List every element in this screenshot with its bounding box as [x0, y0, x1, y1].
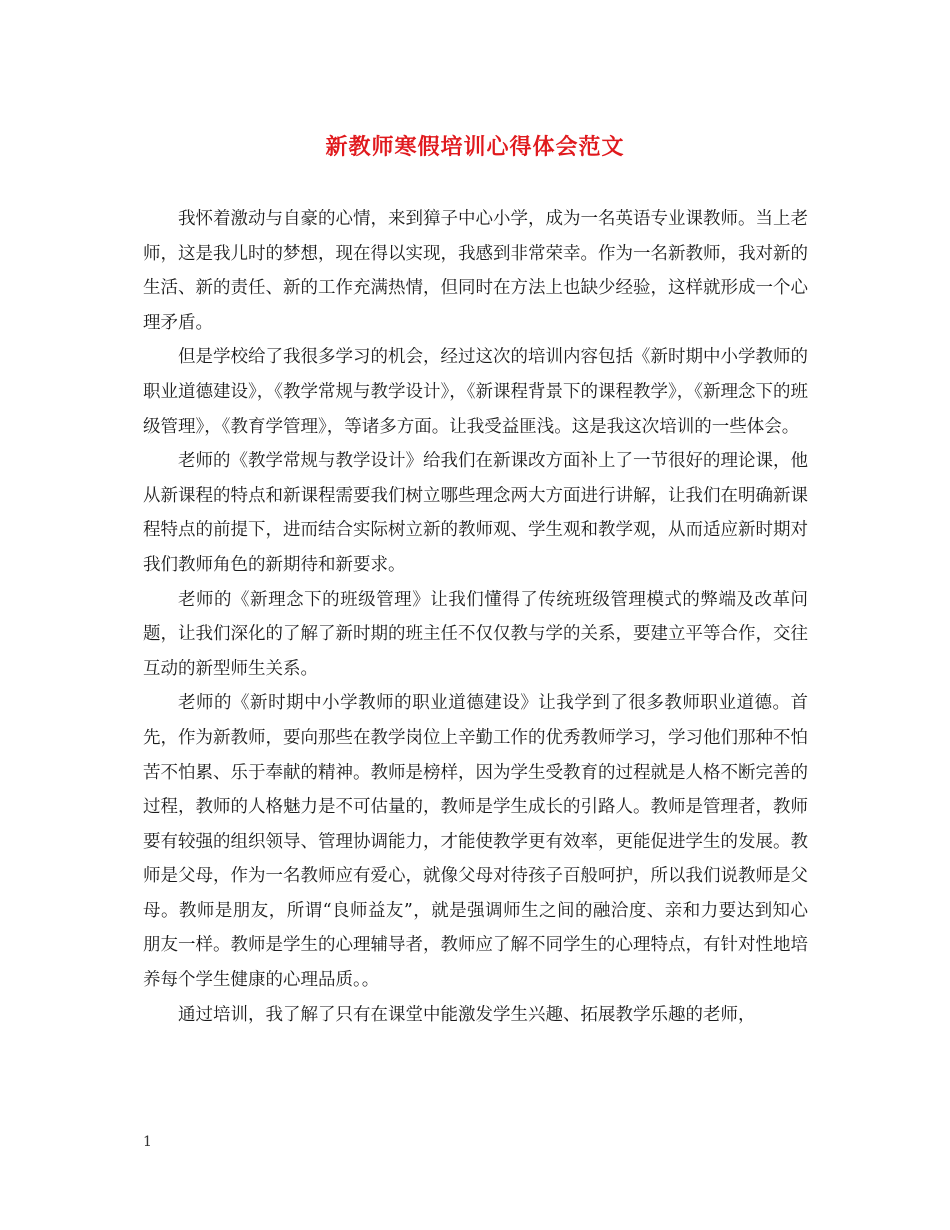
paragraph-4: 老师的《新理念下的班级管理》让我们懂得了传统班级管理模式的弊端及改革问题，让我们深化的了解了新时期的班主任不仅仅教与学的关系，要建立平等合作，交往互动的新型师生关系。: [143, 589, 808, 679]
document-body: [143, 202, 808, 1032]
document-title: 新教师寒假培训心得体会范文: [325, 134, 625, 160]
page-number: 1: [143, 1134, 152, 1150]
paragraph-3: 老师的《教学常规与教学设计》给我们在新课改方面补上了一节很好的理论课，他从新课程的特点和新课程需要我们树立哪些理念两大方面进行讲解，让我们在明确新课程特点的前提下，进而结合实际树立新的教师观、学生观和教学观，从而适应新时期对我们教师角色的新期待和新要求。: [143, 451, 808, 575]
paragraph-6: 通过培训，我了解了只有在课堂中能激发学生兴趣、拓展教学乐趣的老师，: [178, 1004, 756, 1025]
paragraph-1: 我怀着激动与自豪的心情，来到獐子中心小学，成为一名英语专业课教师。当上老师，这是我儿时的梦想，现在得以实现，我感到非常荣幸。作为一名新教师，我对新的生活、新的责任、新的工作充满热情，但同时在方法上也缺少经验，这样就形成一个心理矛盾。: [143, 209, 808, 333]
paragraph-5: 老师的《新时期中小学教师的职业道德建设》让我学到了很多教师职业道德。首先，作为新教师，要向那些在教学岗位上辛勤工作的优秀教师学习，学习他们那种不怕苦不怕累、乐于奉献的精神。教师是榜样，因为学生受教育的过程就是人格不断完善的过程，教师的人格魅力是不可估量的，教师是学生成长的引路人。教师是管理者，教师要有较强的组织领导、管理协调能力，才能使教学更有效率，更能促进学生的发展。教师是父母，作为一名教师应有爱心，就像父母对待孩子百般呵护，所以我们说教师是父母。教师是朋友，所谓“良师益友”，就是强调师生之间的融洽度、亲和力要达到知心朋友一样。教师是学生的心理辅导者，教师应了解不同学生的心理特点，有针对性地培养每个学生健康的心理品质。。: [143, 693, 808, 991]
paragraph-2: 但是学校给了我很多学习的机会，经过这次的培训内容包括《新时期中小学教师的职业道德建设》，《教学常规与教学设计》，《新课程背景下的课程教学》，《新理念下的班级管理》，《教育学管理》，等诸多方面。让我受益匪浅。这是我这次培训的一些体会。: [143, 347, 808, 437]
